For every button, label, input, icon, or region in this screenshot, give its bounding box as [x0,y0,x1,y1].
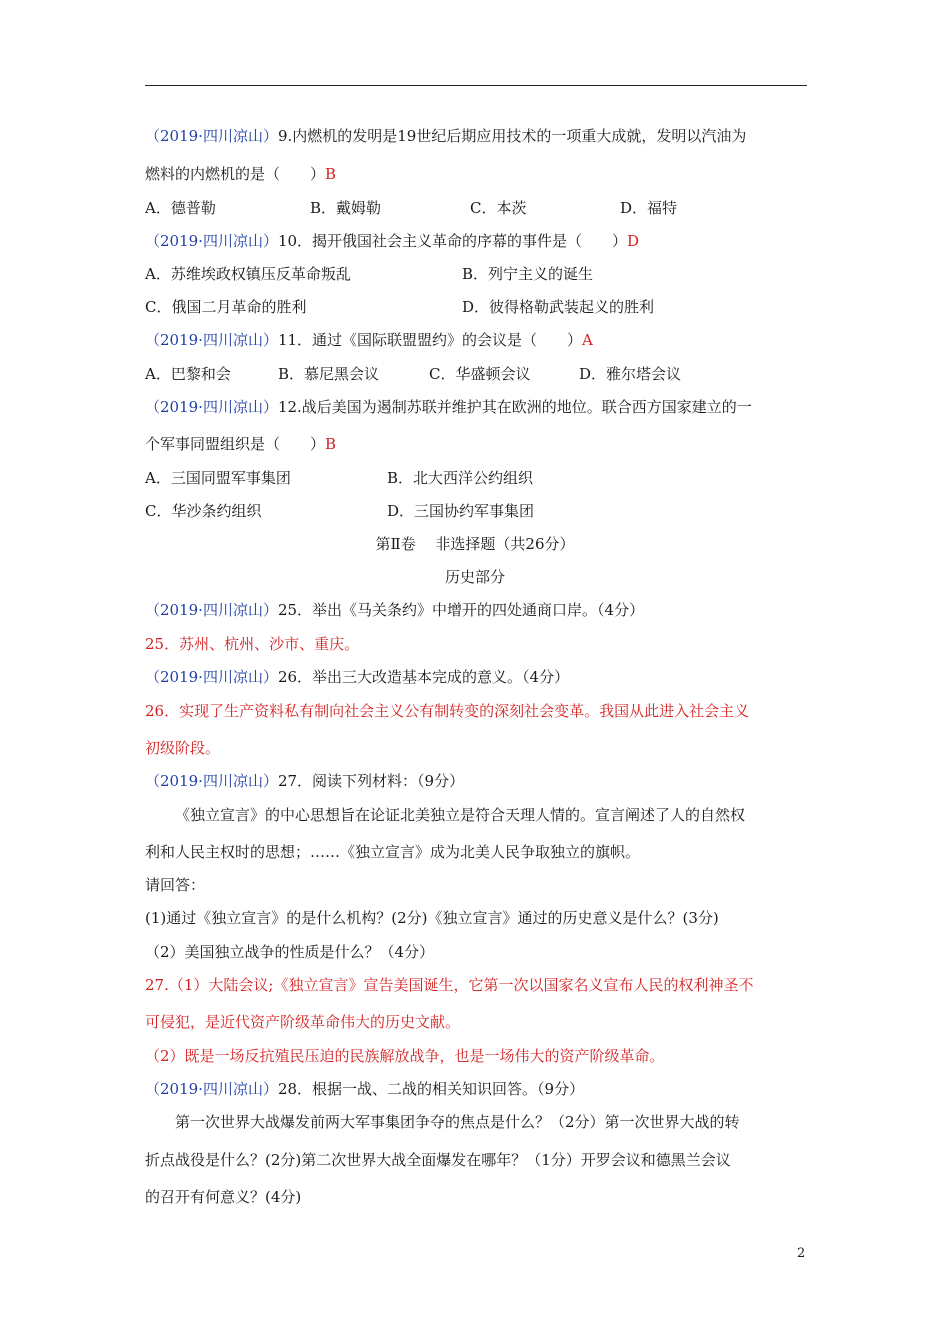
q25-line [145,600,644,620]
q9-source: （2019·四川凉山） [145,127,278,145]
header-rule [145,85,807,86]
q10-option-a: A．苏维埃政权镇压反革命叛乱 [145,265,351,283]
q11-source: （2019·四川凉山） [145,331,278,349]
section-title: 第Ⅱ卷 非选择题（共26分） [375,535,575,553]
q9-line1 [145,126,746,146]
q28-line [145,1079,584,1099]
q12-source: （2019·四川凉山） [145,398,278,416]
q28-text: 28．根据一战、二战的相关知识回答。（9分） [277,1080,585,1098]
q12-line1 [145,397,752,417]
q27-prompt: 请回答： [145,876,206,894]
q11-line [145,330,593,350]
q9-text-2: 燃料的内燃机的是（ ） [145,165,326,183]
q26-text: 26．举出三大改造基本完成的意义。（4分） [277,668,570,686]
q27-answer-1: 27.（1）大陆会议;《独立宣言》宣告美国诞生，它第一次以国家名义宣布人民的权利神圣不 [145,976,754,994]
q9-option-a: A．德普勒 [145,199,216,217]
page-number: 2 [797,1246,806,1261]
q12-option-c: C．华沙条约组织 [145,502,262,520]
q10-source: （2019·四川凉山） [145,232,278,250]
q27-source: （2019·四川凉山） [145,772,278,790]
q28-source: （2019·四川凉山） [145,1080,278,1098]
q26-answer-2: 初级阶段。 [145,739,221,757]
q10-option-b: B．列宁主义的诞生 [462,265,594,283]
q11-answer: A [582,331,593,349]
q9-option-b: B．戴姆勒 [310,199,382,217]
q11-option-a: A．巴黎和会 [145,365,231,383]
q27-answer-3: （2）既是一场反抗殖民压迫的民族解放战争，也是一场伟大的资产阶级革命。 [145,1047,665,1065]
q28-material-2: 折点战役是什么？(2分)第二次世界大战全面爆发在哪年？（1分）开罗会议和德黑兰会议 [145,1151,731,1169]
q26-line [145,667,569,687]
q25-source: （2019·四川凉山） [145,601,278,619]
q9-option-d: D．福特 [620,199,678,217]
q12-answer: B [325,435,337,453]
q9-answer: B [325,165,337,183]
q25-answer: 25．苏州、杭州、沙市、重庆。 [145,635,360,653]
q10-answer: D [627,232,640,250]
q10-option-d: D．彼得格勒武装起义的胜利 [462,298,655,316]
q27-material-2: 利和人民主权时的思想；……《独立宣言》成为北美人民争取独立的旗帜。 [145,843,641,861]
q12-option-b: B．北大西洋公约组织 [387,469,534,487]
q28-material-1: 第一次世界大战爆发前两大军事集团争夺的焦点是什么？（2分）第一次世界大战的转 [175,1113,740,1131]
q11-option-c: C．华盛顿会议 [429,365,531,383]
q27-text: 27．阅读下列材料：（9分） [277,772,465,790]
q27-line [145,771,464,791]
q27-answer-2: 可侵犯，是近代资产阶级革命伟大的历史文献。 [145,1013,461,1031]
q25-text: 25．举出《马关条约》中增开的四处通商口岸。（4分） [277,601,645,619]
q10-text: 10．揭开俄国社会主义革命的序幕的事件是（ ） [277,232,628,250]
q11-text: 11．通过《国际联盟盟约》的会议是（ ） [277,331,583,349]
q27-subquestion-2: （2）美国独立战争的性质是什么？（4分） [145,943,435,961]
q10-line [145,231,639,251]
q11-option-d: D．雅尔塔会议 [579,365,682,383]
q26-source: （2019·四川凉山） [145,668,278,686]
q12-line2 [145,434,336,454]
q11-option-b: B．慕尼黑会议 [278,365,380,383]
q9-text-1: 9.内燃机的发明是19世纪后期应用技术的一项重大成就，发明以汽油为 [277,127,747,145]
q9-line2 [145,164,336,184]
q26-answer-1: 26．实现了生产资料私有制向社会主义公有制转变的深刻社会变革。我国从此进入社会主义 [145,702,750,720]
q12-text-1: 12.战后美国为遏制苏联并维护其在欧洲的地位。联合西方国家建立的一 [277,398,752,416]
q12-option-d: D．三国协约军事集团 [387,502,535,520]
q28-material-3: 的召开有何意义？(4分) [145,1188,302,1206]
section-subtitle: 历史部分 [444,568,505,586]
q12-option-a: A．三国同盟军事集团 [145,469,291,487]
q10-option-c: C．俄国二月革命的胜利 [145,298,307,316]
q12-text-2: 个军事同盟组织是（ ） [145,435,326,453]
q27-subquestion-1: (1)通过《独立宣言》的是什么机构？(2分)《独立宣言》通过的历史意义是什么？(3分) [145,909,719,927]
q27-material-1: 《独立宣言》的中心思想旨在论证北美独立是符合天理人情的。宣言阐述了人的自然权 [175,806,746,824]
q9-option-c: C．本茨 [470,199,527,217]
